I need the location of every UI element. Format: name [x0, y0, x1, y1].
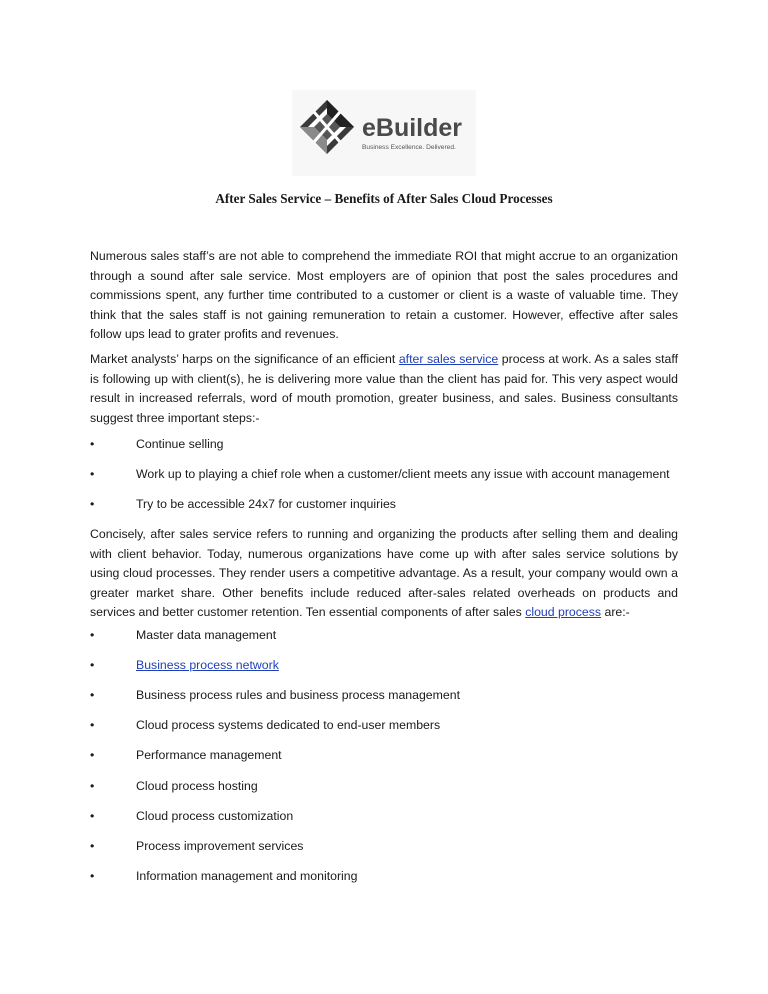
list-item-text: Performance management — [136, 748, 282, 762]
business-process-network-link[interactable]: Business process network — [136, 658, 279, 672]
logo-tagline: Business Excellence. Delivered. — [362, 144, 456, 151]
bullet-icon: • — [90, 628, 95, 642]
after-sales-service-link[interactable]: after sales service — [398, 352, 499, 366]
bullet-icon: • — [90, 748, 95, 762]
list-item-text: Business process rules and business process management — [136, 688, 460, 702]
list-item-text: Work up to playing a chief role when a customer/client meets any issue with account management — [136, 467, 670, 481]
document-title: After Sales Service – Benefits of After Sales Cloud Processes — [215, 191, 553, 206]
logo-wordmark: eBuilder — [362, 114, 463, 142]
bullet-icon: • — [90, 839, 95, 853]
paragraph-intro: Numerous sales staff’s are not able to comprehend the immediate ROI that might accrue to an organization through a sound after sale service. Most employers are of opinion that post the sales procedures and commissions spent, any further time contributed to a customer or client is a waste of valuable time. They think that the sales staff is not gaining remuneration to retain a customer. However, effective after sales follow ups lead to grater profits and revenues. — [90, 249, 678, 342]
list-item-text: Try to be accessible 24x7 for customer inquiries — [136, 497, 396, 511]
paragraph-text: are:- — [601, 605, 630, 620]
bullet-icon: • — [90, 658, 95, 672]
list-item-text: Cloud process hosting — [136, 779, 258, 793]
list-item-text: Cloud process customization — [136, 809, 294, 823]
paragraph-text: Concisely, after sales service refers to running and organizing the products after selling them and dealing with client behavior. Today, numerous organizations have come up with after sales service solutions by using cloud processes. They render users a competitive advantage. As a result, your company would own a greater market share. Other benefits include reduced after-sales related overheads on products and services and better customer retention. Ten essential components of after sales — [90, 527, 678, 620]
paragraph-concisely — [90, 525, 678, 623]
bullet-icon: • — [90, 869, 95, 883]
bullet-icon: • — [90, 809, 95, 823]
list-item-text: Continue selling — [136, 437, 224, 451]
bullet-icon: • — [90, 467, 95, 481]
paragraph-text: process at work. As a sales staff is following up with client(s), he is delivering more value than the client has paid for. This very aspect would result in increased referrals, word of mouth promotion, greater business, and sales. Business consultants suggest three important steps:- — [90, 352, 678, 425]
bullet-icon: • — [90, 437, 95, 451]
list-item-text: Master data management — [136, 628, 277, 642]
cloud-process-link[interactable]: cloud process — [525, 605, 602, 620]
bullet-icon: • — [90, 688, 95, 702]
bullet-icon: • — [90, 718, 95, 732]
bullet-icon: • — [90, 779, 95, 793]
ebuilder-logo — [292, 90, 476, 176]
list-item-text: Information management and monitoring — [136, 869, 358, 883]
bullet-icon: • — [90, 497, 95, 511]
paragraph-text: Market analysts’ harps on the significance of an efficient — [90, 352, 399, 366]
list-item-text: Cloud process systems dedicated to end-user members — [136, 718, 441, 732]
list-item-text: Process improvement services — [136, 839, 304, 853]
paragraph-market-analysts — [90, 350, 678, 428]
